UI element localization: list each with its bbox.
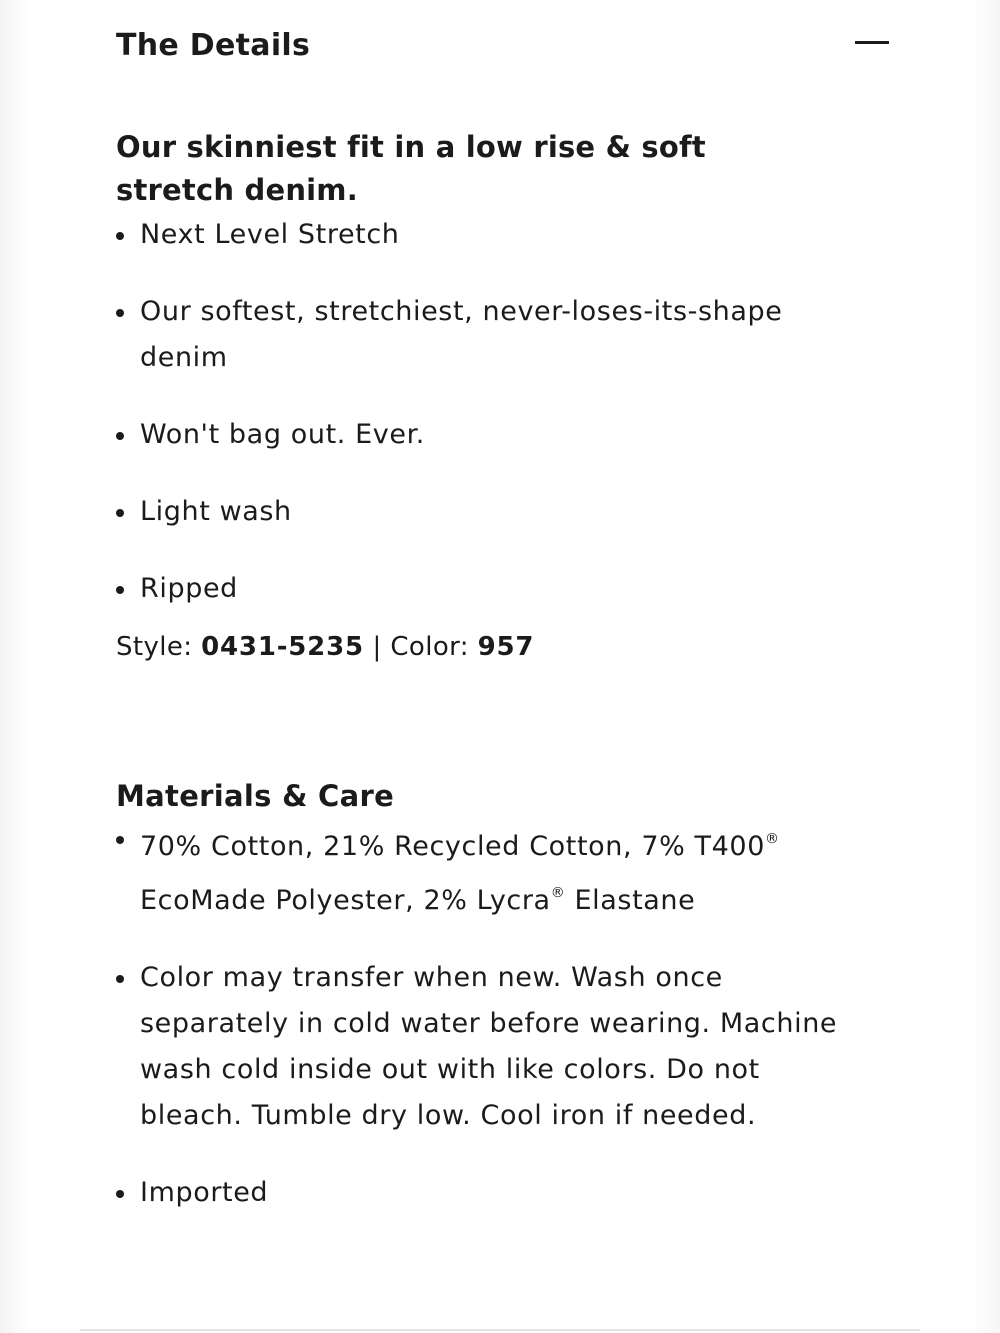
- style-color-line: [116, 629, 896, 665]
- composition-part-1: 70% Cotton, 21% Recycled Cotton, 7% T400: [140, 831, 765, 862]
- composition-part-2: EcoMade Polyester, 2% Lycra: [140, 885, 551, 916]
- collapse-button[interactable]: [854, 24, 890, 60]
- style-number: 0431-5235: [201, 632, 364, 662]
- details-section-title: The Details: [116, 28, 311, 63]
- list-item: Our softest, stretchiest, never-loses-its-shape denim: [116, 289, 840, 381]
- separator: |: [372, 632, 382, 662]
- right-edge-shadow: [970, 0, 1000, 1333]
- list-item: Light wash: [116, 489, 840, 535]
- composition-part-3: Elastane: [565, 885, 696, 916]
- registered-mark: ®: [764, 831, 780, 847]
- list-item: Won't bag out. Ever.: [116, 412, 840, 458]
- details-accordion-body: [116, 126, 896, 665]
- details-accordion-header[interactable]: [116, 0, 896, 96]
- list-item: Next Level Stretch: [116, 212, 840, 258]
- materials-bullet-list: [116, 816, 896, 1216]
- color-code: 957: [477, 632, 535, 662]
- product-tagline: Our skinniest fit in a low rise & soft stretch denim.: [116, 130, 706, 207]
- color-label: Color:: [390, 632, 469, 662]
- list-item: [116, 816, 840, 924]
- list-item: Color may transfer when new. Wash once separately in cold water before wearing. Machine wash cold inside out with like colors. Do not bleach. Tumble dry low. Cool iron if needed.: [116, 955, 840, 1139]
- style-label: Style:: [116, 632, 193, 662]
- left-edge-shadow: [0, 0, 30, 1333]
- registered-mark: ®: [550, 885, 566, 901]
- list-item: Ripped: [116, 566, 840, 612]
- materials-section-title: Materials & Care: [116, 779, 395, 813]
- bottom-divider: [80, 1329, 920, 1331]
- minus-icon: [855, 41, 889, 44]
- list-item: Imported: [116, 1170, 840, 1216]
- details-bullet-list: [116, 212, 896, 612]
- product-details-panel: [116, 0, 896, 1216]
